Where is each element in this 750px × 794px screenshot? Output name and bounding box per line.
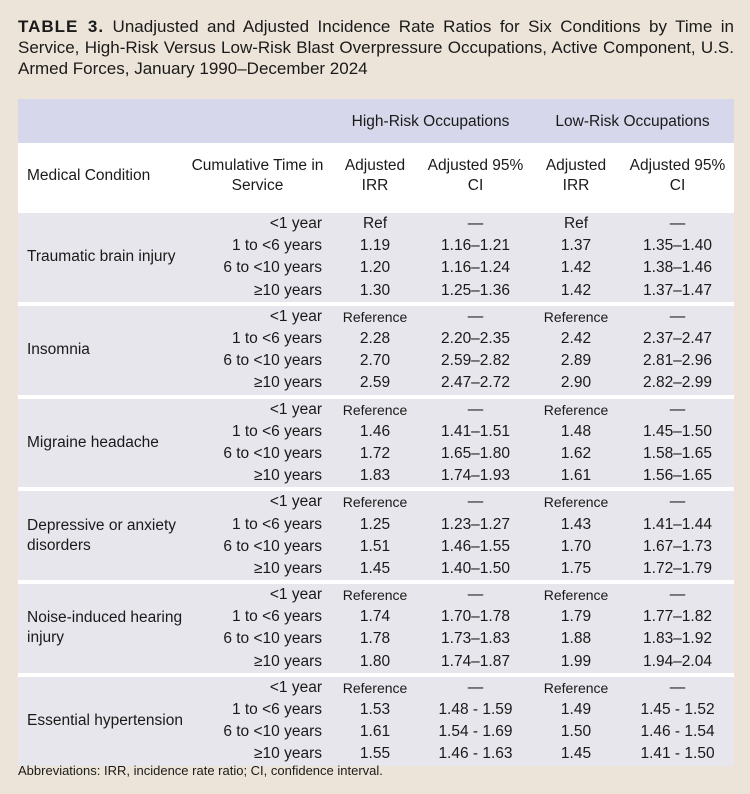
time-in-service-cell: 6 to <10 years — [185, 721, 330, 743]
time-in-service-cell: 6 to <10 years — [185, 350, 330, 372]
irr-table — [18, 99, 734, 766]
low-risk-ci-cell: 1.41–1.44 — [621, 513, 734, 535]
high-risk-irr-cell: 2.59 — [330, 372, 420, 394]
low-risk-header: Low-Risk Occupations — [531, 99, 734, 143]
low-risk-ci-cell: 1.83–1.92 — [621, 628, 734, 650]
low-risk-ci-cell: — — [621, 306, 734, 328]
high-risk-ci-cell: 1.74–1.87 — [420, 651, 531, 673]
low-risk-irr-cell: 2.42 — [531, 328, 621, 350]
high-risk-ci-cell: — — [420, 399, 531, 421]
high-risk-ci-header: Adjusted 95% CI — [420, 143, 531, 209]
column-header-row — [18, 143, 734, 209]
low-risk-ci-header: Adjusted 95% CI — [621, 143, 734, 209]
low-risk-irr-cell: 2.89 — [531, 350, 621, 372]
low-risk-ci-cell: 1.45 - 1.52 — [621, 699, 734, 721]
high-risk-ci-cell: — — [420, 677, 531, 699]
high-risk-ci-cell: — — [420, 213, 531, 235]
low-risk-irr-cell: 1.62 — [531, 443, 621, 465]
table-row — [18, 584, 734, 606]
table-title-text: Unadjusted and Adjusted Incidence Rate Ratios for Six Conditions by Time in Service, High-Risk Versus Low-Risk Blast Overpressure Occupations, Active Component, U.S. Armed Forces, January 1990–December 2024 — [18, 17, 734, 78]
time-in-service-cell: <1 year — [185, 213, 330, 235]
high-risk-irr-cell: 1.61 — [330, 721, 420, 743]
low-risk-ci-cell: — — [621, 399, 734, 421]
low-risk-irr-cell: 1.50 — [531, 721, 621, 743]
table-row — [18, 491, 734, 513]
medical-condition-cell: Migraine headache — [18, 399, 185, 488]
low-risk-ci-cell: 2.37–2.47 — [621, 328, 734, 350]
high-risk-ci-cell: 2.59–2.82 — [420, 350, 531, 372]
high-risk-ci-cell: 1.46–1.55 — [420, 536, 531, 558]
medical-condition-cell: Depressive or anxiety disorders — [18, 491, 185, 580]
high-risk-ci-cell: — — [420, 584, 531, 606]
low-risk-irr-cell: 1.79 — [531, 606, 621, 628]
high-risk-ci-cell: 2.47–2.72 — [420, 372, 531, 394]
high-risk-header: High-Risk Occupations — [330, 99, 531, 143]
time-in-service-cell: 6 to <10 years — [185, 536, 330, 558]
low-risk-irr-cell: 1.70 — [531, 536, 621, 558]
time-in-service-cell: 1 to <6 years — [185, 699, 330, 721]
medical-condition-cell: Insomnia — [18, 306, 185, 395]
low-risk-irr-cell: Reference — [531, 306, 621, 328]
time-in-service-cell: 1 to <6 years — [185, 513, 330, 535]
time-in-service-cell: ≥10 years — [185, 651, 330, 673]
table-row — [18, 677, 734, 699]
low-risk-irr-cell: Reference — [531, 399, 621, 421]
low-risk-irr-cell: 1.43 — [531, 513, 621, 535]
high-risk-ci-cell: 1.70–1.78 — [420, 606, 531, 628]
low-risk-ci-cell: 2.81–2.96 — [621, 350, 734, 372]
medical-condition-header: Medical Condition — [18, 143, 185, 209]
low-risk-ci-cell: — — [621, 677, 734, 699]
high-risk-irr-cell: 1.46 — [330, 421, 420, 443]
high-risk-irr-header: Adjusted IRR — [330, 143, 420, 209]
high-risk-ci-cell: 1.65–1.80 — [420, 443, 531, 465]
low-risk-irr-cell: 1.45 — [531, 743, 621, 765]
low-risk-ci-cell: 1.35–1.40 — [621, 235, 734, 257]
high-risk-ci-cell: 1.73–1.83 — [420, 628, 531, 650]
table-row — [18, 306, 734, 328]
time-in-service-cell: ≥10 years — [185, 280, 330, 302]
time-in-service-cell: <1 year — [185, 399, 330, 421]
time-in-service-cell: 6 to <10 years — [185, 257, 330, 279]
time-in-service-cell: 6 to <10 years — [185, 443, 330, 465]
low-risk-ci-cell: 1.37–1.47 — [621, 280, 734, 302]
high-risk-irr-cell: 1.53 — [330, 699, 420, 721]
high-risk-irr-cell: 2.70 — [330, 350, 420, 372]
low-risk-irr-cell: Ref — [531, 213, 621, 235]
time-in-service-cell: <1 year — [185, 491, 330, 513]
high-risk-ci-cell: 1.16–1.21 — [420, 235, 531, 257]
high-risk-irr-cell: 1.78 — [330, 628, 420, 650]
low-risk-ci-cell: 1.46 - 1.54 — [621, 721, 734, 743]
high-risk-irr-cell: Reference — [330, 306, 420, 328]
high-risk-ci-cell: 1.54 - 1.69 — [420, 721, 531, 743]
low-risk-irr-cell: 1.42 — [531, 257, 621, 279]
low-risk-irr-header: Adjusted IRR — [531, 143, 621, 209]
low-risk-irr-cell: 2.90 — [531, 372, 621, 394]
time-in-service-cell: <1 year — [185, 306, 330, 328]
high-risk-irr-cell: 1.25 — [330, 513, 420, 535]
low-risk-ci-cell: 1.72–1.79 — [621, 558, 734, 580]
high-risk-irr-cell: 1.80 — [330, 651, 420, 673]
high-risk-irr-cell: Reference — [330, 677, 420, 699]
low-risk-irr-cell: Reference — [531, 584, 621, 606]
high-risk-irr-cell: 1.55 — [330, 743, 420, 765]
low-risk-ci-cell: 1.56–1.65 — [621, 465, 734, 487]
low-risk-ci-cell: — — [621, 213, 734, 235]
low-risk-irr-cell: 1.48 — [531, 421, 621, 443]
high-risk-irr-cell: 1.30 — [330, 280, 420, 302]
low-risk-ci-cell: 1.77–1.82 — [621, 606, 734, 628]
high-risk-irr-cell: 1.51 — [330, 536, 420, 558]
low-risk-irr-cell: 1.42 — [531, 280, 621, 302]
medical-condition-cell: Traumatic brain injury — [18, 213, 185, 302]
medical-condition-cell: Noise-induced hearing injury — [18, 584, 185, 673]
high-risk-irr-cell: Reference — [330, 399, 420, 421]
high-risk-irr-cell: 1.72 — [330, 443, 420, 465]
cumulative-time-header: Cumulative Time in Service — [185, 143, 330, 209]
footnote: Abbreviations: IRR, incidence rate ratio; CI, confidence interval. — [18, 763, 383, 778]
low-risk-irr-cell: 1.75 — [531, 558, 621, 580]
high-risk-ci-cell: 1.46 - 1.63 — [420, 743, 531, 765]
time-in-service-cell: ≥10 years — [185, 465, 330, 487]
low-risk-ci-cell: 1.41 - 1.50 — [621, 743, 734, 765]
high-risk-irr-cell: 1.20 — [330, 257, 420, 279]
low-risk-ci-cell: 2.82–2.99 — [621, 372, 734, 394]
low-risk-irr-cell: 1.49 — [531, 699, 621, 721]
low-risk-irr-cell: Reference — [531, 491, 621, 513]
high-risk-irr-cell: Reference — [330, 584, 420, 606]
high-risk-ci-cell: — — [420, 491, 531, 513]
low-risk-ci-cell: — — [621, 491, 734, 513]
low-risk-ci-cell: 1.38–1.46 — [621, 257, 734, 279]
high-risk-irr-cell: 1.74 — [330, 606, 420, 628]
table-label: TABLE 3. — [18, 17, 105, 36]
low-risk-irr-cell: Reference — [531, 677, 621, 699]
high-risk-irr-cell: 1.19 — [330, 235, 420, 257]
high-risk-ci-cell: 1.74–1.93 — [420, 465, 531, 487]
low-risk-irr-cell: 1.88 — [531, 628, 621, 650]
group-header-row — [18, 99, 734, 143]
time-in-service-cell: 1 to <6 years — [185, 606, 330, 628]
table-body — [18, 99, 734, 766]
time-in-service-cell: <1 year — [185, 584, 330, 606]
low-risk-ci-cell: 1.94–2.04 — [621, 651, 734, 673]
medical-condition-cell: Essential hypertension — [18, 677, 185, 766]
high-risk-irr-cell: Reference — [330, 491, 420, 513]
low-risk-ci-cell: — — [621, 584, 734, 606]
time-in-service-cell: 1 to <6 years — [185, 328, 330, 350]
time-in-service-cell: 1 to <6 years — [185, 421, 330, 443]
time-in-service-cell: <1 year — [185, 677, 330, 699]
time-in-service-cell: ≥10 years — [185, 743, 330, 765]
time-in-service-cell: 1 to <6 years — [185, 235, 330, 257]
high-risk-ci-cell: 1.23–1.27 — [420, 513, 531, 535]
high-risk-ci-cell: 1.16–1.24 — [420, 257, 531, 279]
time-in-service-cell: ≥10 years — [185, 558, 330, 580]
table-row — [18, 399, 734, 421]
high-risk-irr-cell: 1.83 — [330, 465, 420, 487]
high-risk-irr-cell: Ref — [330, 213, 420, 235]
low-risk-ci-cell: 1.45–1.50 — [621, 421, 734, 443]
high-risk-irr-cell: 2.28 — [330, 328, 420, 350]
high-risk-ci-cell: 2.20–2.35 — [420, 328, 531, 350]
table-row — [18, 213, 734, 235]
low-risk-irr-cell: 1.61 — [531, 465, 621, 487]
high-risk-ci-cell: 1.40–1.50 — [420, 558, 531, 580]
low-risk-ci-cell: 1.58–1.65 — [621, 443, 734, 465]
low-risk-irr-cell: 1.99 — [531, 651, 621, 673]
low-risk-irr-cell: 1.37 — [531, 235, 621, 257]
high-risk-ci-cell: 1.25–1.36 — [420, 280, 531, 302]
table-title — [18, 16, 734, 79]
time-in-service-cell: ≥10 years — [185, 372, 330, 394]
high-risk-ci-cell: — — [420, 306, 531, 328]
time-in-service-cell: 6 to <10 years — [185, 628, 330, 650]
high-risk-irr-cell: 1.45 — [330, 558, 420, 580]
high-risk-ci-cell: 1.48 - 1.59 — [420, 699, 531, 721]
low-risk-ci-cell: 1.67–1.73 — [621, 536, 734, 558]
high-risk-ci-cell: 1.41–1.51 — [420, 421, 531, 443]
